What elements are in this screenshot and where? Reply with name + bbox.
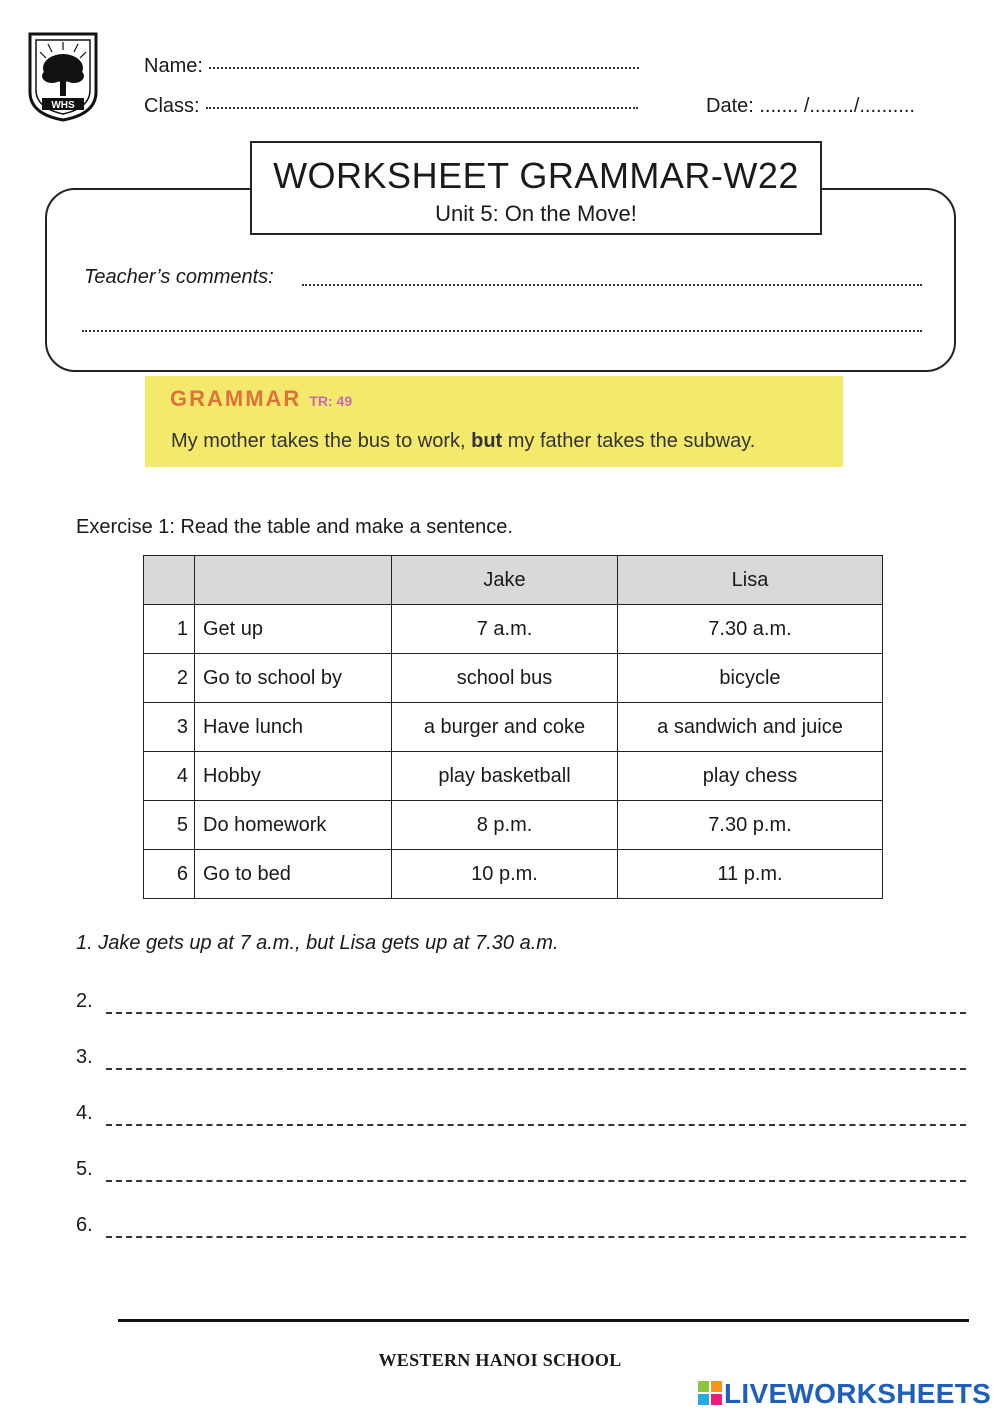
row-number: 1 [144, 605, 195, 654]
table-row [144, 605, 883, 654]
school-name: WESTERN HANOI SCHOOL [378, 1350, 622, 1370]
answer-blank[interactable] [106, 1068, 966, 1070]
liveworksheets-icon [698, 1381, 722, 1405]
row-number: 4 [144, 752, 195, 801]
answer-blank[interactable] [106, 1180, 966, 1182]
teacher-comments-label: Teacher’s comments: [84, 266, 274, 288]
row-activity: Hobby [195, 752, 392, 801]
row-number: 3 [144, 703, 195, 752]
grammar-title: GRAMMAR [170, 386, 302, 411]
table-row [144, 801, 883, 850]
header-activity [195, 556, 392, 605]
liveworksheets-text: LIVEWORKSHEETS [724, 1378, 992, 1409]
answer-line-4[interactable] [76, 1102, 966, 1132]
answer-blank[interactable] [106, 1236, 966, 1238]
row-lisa: a sandwich and juice [618, 703, 883, 752]
row-lisa: 11 p.m. [618, 850, 883, 899]
table-row [144, 703, 883, 752]
track-number: TR: 49 [309, 393, 353, 409]
row-activity: Have lunch [195, 703, 392, 752]
answer-number: 6. [76, 1214, 93, 1236]
table-row [144, 654, 883, 703]
title-box [250, 141, 822, 235]
header-num [144, 556, 195, 605]
date-field[interactable] [706, 95, 915, 118]
grammar-sentence-start: My mother takes the bus to work, [171, 430, 472, 452]
row-lisa: 7.30 p.m. [618, 801, 883, 850]
answer-line-5[interactable] [76, 1158, 966, 1188]
teacher-comments-row[interactable] [84, 266, 922, 289]
footer-divider [118, 1319, 969, 1322]
date-label: Date: ....... /......../.......... [706, 95, 915, 117]
class-field[interactable] [144, 95, 638, 118]
row-activity: Get up [195, 605, 392, 654]
worksheet-title: WORKSHEET GRAMMAR-W22 [273, 155, 799, 196]
example-answer: 1. Jake gets up at 7 a.m., but Lisa gets up at 7.30 a.m. [76, 932, 559, 954]
liveworksheets-brand[interactable] [698, 1378, 998, 1408]
row-number: 5 [144, 801, 195, 850]
answer-blank[interactable] [106, 1124, 966, 1126]
row-lisa: 7.30 a.m. [618, 605, 883, 654]
name-field[interactable] [144, 55, 639, 78]
header-jake: Jake [392, 556, 618, 605]
row-lisa: play chess [618, 752, 883, 801]
row-lisa: bicycle [618, 654, 883, 703]
grammar-sentence-end: my father takes the subway. [502, 430, 756, 452]
grammar-sentence [171, 430, 755, 453]
row-number: 2 [144, 654, 195, 703]
row-activity: Go to bed [195, 850, 392, 899]
unit-title: Unit 5: On the Move! [435, 201, 637, 226]
class-dots [206, 107, 638, 109]
answer-number: 3. [76, 1046, 93, 1068]
name-label: Name: [144, 55, 203, 77]
row-jake: 7 a.m. [392, 605, 618, 654]
row-activity: Go to school by [195, 654, 392, 703]
comments-dots-2[interactable] [82, 330, 922, 332]
name-dots [209, 67, 639, 69]
row-jake: 8 p.m. [392, 801, 618, 850]
row-jake: play basketball [392, 752, 618, 801]
row-number: 6 [144, 850, 195, 899]
row-jake: a burger and coke [392, 703, 618, 752]
grammar-box [145, 376, 843, 467]
logo-text: WHS [51, 100, 75, 111]
row-jake: 10 p.m. [392, 850, 618, 899]
row-jake: school bus [392, 654, 618, 703]
answer-number: 2. [76, 990, 93, 1012]
answer-line-2[interactable] [76, 990, 966, 1020]
class-label: Class: [144, 95, 200, 117]
grammar-sentence-conjunction: but [471, 430, 503, 452]
comments-dots-1 [302, 284, 922, 286]
table-row [144, 850, 883, 899]
exercise-table [143, 555, 883, 899]
header-lisa: Lisa [618, 556, 883, 605]
answer-number: 4. [76, 1102, 93, 1124]
answer-blank[interactable] [106, 1012, 966, 1014]
exercise-title: Exercise 1: Read the table and make a sentence. [76, 516, 513, 538]
school-logo [26, 30, 100, 122]
answer-number: 5. [76, 1158, 93, 1180]
table-header-row [144, 556, 883, 605]
row-activity: Do homework [195, 801, 392, 850]
grammar-heading [170, 386, 352, 412]
answer-line-6[interactable] [76, 1214, 966, 1244]
answer-line-3[interactable] [76, 1046, 966, 1076]
table-row [144, 752, 883, 801]
